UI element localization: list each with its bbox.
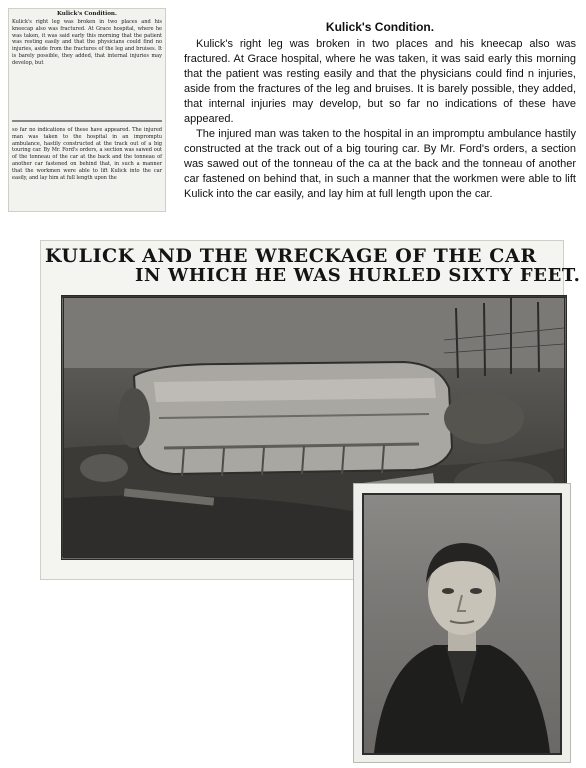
headline-line-1: KULICK AND THE WRECKAGE OF THE CAR — [45, 245, 537, 267]
clipping-part-2 — [12, 127, 162, 181]
clipping-title: Kulick's Condition. — [57, 11, 117, 17]
article-title: Kulick's Condition. — [325, 20, 435, 34]
newspaper-clipping-scan — [8, 8, 166, 212]
portrait-image — [362, 493, 562, 755]
clipping-part-1 — [12, 11, 162, 67]
article-transcription — [184, 20, 576, 202]
clipping-divider — [12, 120, 162, 122]
clipping-text-2: so far no indications of these have appeared. The injured man was taken to the hospital in an impromptu ambulance, hastily constructed at the track out of a big touring car. By Mr. Ford's orders, a section was sawed out of the tonneau of the car at the back and the tonneau of another car fastened on behind that, in such a manner that the workmen were able to lift Kulick into the car easily, and lay him at full length upon the — [12, 127, 162, 181]
kulick-portrait-photo — [353, 483, 571, 763]
article-paragraph-2: The injured man was taken to the hospital in an impromptu ambulance hastily constructed at the track out of a big touring car. By Mr. Ford's orders, a section was sawed out of the tonneau of the ca at the back and the tonneau of another car fastened on behind that, in such a manner that the workmen were able to lift Kulick into the car easily, and lay him at full length upon the car. — [184, 128, 576, 200]
clipping-text-1: Kulick's right leg was broken in two places and his kneecap also was fractured. At Grace hospital, where he was taken, it was said early this morning that the patient was resting easily and that the physicians could find no injuries, aside from the fractures of the leg and bruises. It is barely possible, they added, that internal injuries may develop, but — [12, 19, 162, 66]
headline-line-2: IN WHICH HE WAS HURLED SIXTY FEET. — [135, 265, 581, 286]
article-paragraph-1: Kulick's right leg was broken in two places and his kneecap also was fractured. At Grace hospital, where he was taken, it was said early this morning that the patient was resting easily and that the physicians could find n injuries, aside from the fractures of the leg and bruises. It is barely possible, they added, that internal injuries may develop, but so far no indications of these have appeared. — [184, 38, 576, 125]
